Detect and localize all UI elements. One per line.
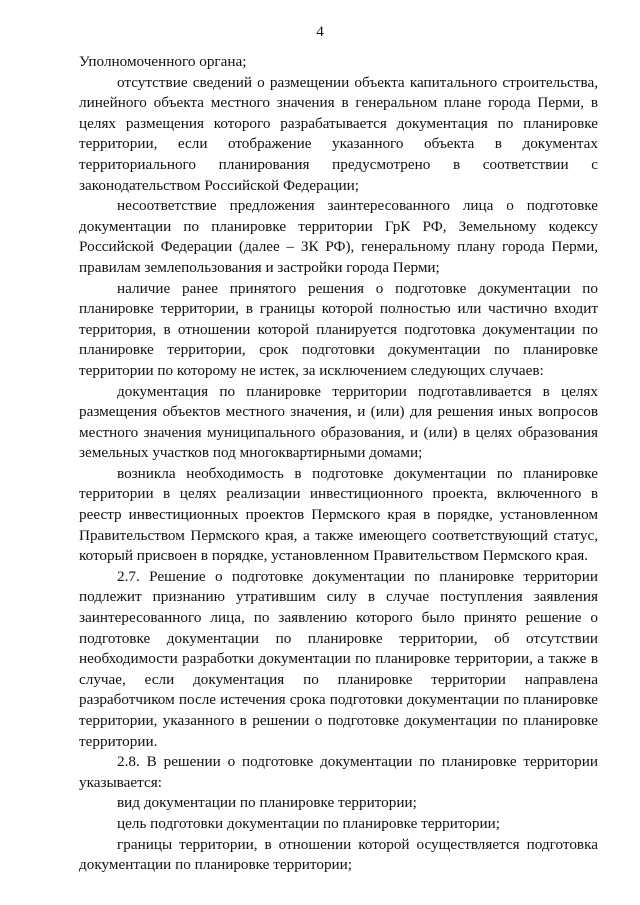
paragraph-documentation-type: вид документации по планировке территории; <box>117 794 417 812</box>
paragraph-exception-local-objects: документация по планировке территории подготавливается в целях размещения объектов местного значения, и (или) для решения иных вопросов местного значения муниципального образования, и (или) в целях образования земельных участков под многоквартирными домами; <box>79 382 598 462</box>
paragraph-exception-investment-project: возникла необходимость в подготовке документации по планировке территории в целях реализации инвестиционного проекта, включенного в реестр инвестиционных проектов Пермского края в порядке, установленном Правительством Пермского края, а также имеющего соответствующий статус, который присвоен в порядке, установленном Правительством Пермского края. <box>79 464 598 565</box>
paragraph-continuation: Уполномоченного органа; <box>79 53 247 70</box>
paragraph-territory-boundaries: границы территории, в отношении которой осуществляется подготовка документации по планировке территории; <box>79 835 598 874</box>
paragraph-section-2-7: 2.7. Решение о подготовке документации по планировке территории подлежит признанию утратившим силу в случае поступления заявления заинтересованного лица, по заявлению которого было принято решение о подготовке документации по планировке территории, об отсутствии необходимости разработки документации по планировке территории, а также в случае, если документация по планировке территории направлена разработчиком после истечения срока подготовки документации по планировке территории, указанного в решении о подготовке документации по планировке территории. <box>79 567 598 750</box>
paragraph-proposal-nonconformity: несоответствие предложения заинтересованного лица о подготовке документации по планировке территории ГрК РФ, Земельному кодексу Российской Федерации (далее – ЗК РФ), генеральному плану города Перми, правилам землепользования и застройки города Перми; <box>79 197 598 276</box>
paragraph-prior-decision: наличие ранее принятого решения о подготовке документации по планировке территории, в границы которой полностью или частично входит территория, в отношении которой планируется подготовка документации по планировке территории, срок подготовки документации по планировке территории по которому не истек, за исключением следующих случаев: <box>79 279 598 379</box>
paragraph-no-general-plan-info: отсутствие сведений о размещении объекта капитального строительства, линейного объекта местного значения в генеральном плане города Перми, в целях размещения которого разрабатывается документация по планировке территории, если отображение указанного объекта в документах территориального планирования предусмотрено в соответствии с законодательством Российской Федерации; <box>79 73 598 194</box>
page-number: 4 <box>316 23 324 40</box>
paragraph-preparation-purpose: цель подготовки документации по планировке территории; <box>117 814 500 832</box>
paragraph-section-2-8: 2.8. В решении о подготовке документации по планировке территории указывается: <box>79 753 598 791</box>
document-body <box>79 52 598 876</box>
